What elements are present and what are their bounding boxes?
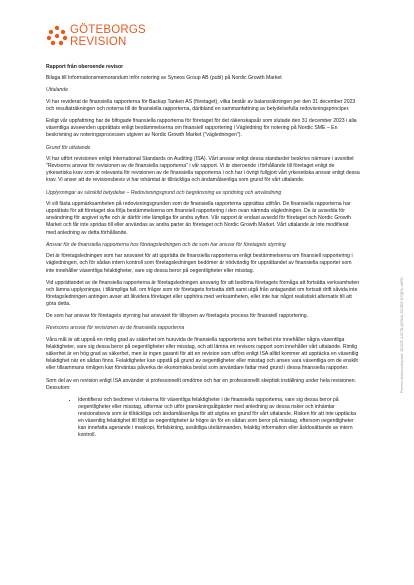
report-intro: Bilaga till Informationsmemorandum inför notering av Syneos Group AB (publ) på Nordic Growth Market	[46, 75, 282, 82]
heading-styrelse: Ansvar för de finansiella rapporterna hos företagsledningen och de som har ansvar för företagets styrning	[46, 241, 286, 248]
logo-line-1: GÖTEBORGS	[70, 24, 146, 36]
heading-upplysning: Upplysningar av särskild betydelse – Redovisningsgrund och begränsning av spridning och användning	[46, 189, 282, 196]
paragraph-4: Vi vill fästa uppmärksamheten på redovisningsgrunden som de finansiella rapporterna upprättas utifrån. De finansiella rapporterna har upprättats för att företaget ska följa bestämmelserna om finansiell rapportering i den ovan nämnda vägledningen. De är avsedda för användning för angivet syfte och är därför inte lämpliga för andra syften. Vår rapport är endast avsedd för företaget och Nordic Growth Market och får inte spridas till eller användas av andra parter än företaget och Nordic Growth Market. Vårt uttalande är inte modifierat med anledning av detta förhållande.	[46, 201, 351, 236]
bullet-list	[46, 397, 360, 440]
logo-wordmark	[70, 24, 146, 48]
goteborgs-revision-logo	[46, 22, 156, 52]
report-title: Rapport från oberoende revisor	[46, 64, 124, 70]
logo-line-2: REVISION	[70, 36, 127, 48]
heading-grund: Grund för uttalande	[46, 144, 91, 151]
side-note-text: Penneo dokumentnyckel: 3EZOF-1JG7B-Q0SKA-SCGBF-E7QFA-JAPEI	[400, 277, 404, 393]
paragraph-5: Det är företagsledningen som har ansvaret för att upprätta de finansiella rapporterna enligt bestämmelserna om finansiell rapportering i vägledningen, och för sådan intern kontroll som företagsledningen bedömer är nödvändig för upprättandet av finansiella rapporter som inte innehåller väsentliga felaktigheter, vare sig dessa beror på oegentligheter eller misstag.	[46, 253, 353, 274]
paragraph-8: Våra mål är att uppnå en rimlig grad av säkerhet om huruvida de finansiella rapporterna som helhet inte innehåller några väsentliga felaktigheter, vare sig dessa beror på oegentligheter eller misstag, och att lämna en revisors rapport som innehåller vårt uttalande. Rimlig säkerhet är en hög grad av säkerhet, men är ingen garanti för att en revision som utförs enligt ISA alltid kommer att upptäcka en väsentlig felaktighet när en sådan finns. Felaktigheter kan uppstå på grund av oegentligheter eller misstag och anses vara väsentliga om de enskilt eller tillsammans rimligen kan förväntas påverka de ekonomiska beslut som användare fattar med grund i dessa finansiella rapporter.	[46, 336, 359, 372]
dots-logo-icon	[46, 25, 68, 47]
paragraph-7: De som har ansvar för företagets styrning har ansvaret för tillsynen av företagets process för finansiell rapportering.	[46, 313, 309, 320]
penneo-side-note	[398, 155, 408, 395]
paragraph-2: Enligt vår uppfattning har de bifogade finansiella rapporterna för företaget för det räkenskapsår som slutade den 31 december 2023 i alla väsentliga avseenden upprättats enligt bestämmelserna om finansiell rapportering i Vägledning för notering på Nordic SME – En beskrivning av noteringsprocessen utgiven av Nordic Growth Market ("vägledningen").	[46, 118, 357, 139]
paragraph-1: Vi har reviderat de finansiella rapporterna för Backup Tanken AS (företaget), vilka består av balansräkningen per den 31 december 2023 och resultaträkningen och noterna till de finansiella rapporterna, däribland en sammanfattning av betydelsefulla redovisningsprinciper.	[46, 98, 356, 112]
report-body	[46, 64, 360, 439]
paragraph-3: Vi har utfört revisionen enligt International Standards on Auditing (ISA). Vårt ansvar enligt dessa standarder beskrivs närmare i avsnittet "Revisorns ansvar för revisionen av de finansiella rapporterna" i vår rapport. Vi är oberoende i förhållande till företaget enligt de yrkesetiska krav som är relevanta för revisionen av de finansiella rapporterna i och har i övrigt fullgjort vårt yrkesetiska ansvar enligt dessa krav. Vi anser att de revisionsbevis vi har inhämtat är tillräckliga och ändamålsenliga som grund för vårt uttalande.	[46, 156, 360, 184]
list-item: • Identifierar och bedömer vi riskerna för väsentliga felaktigheter i de finansiella rapporterna, vare sig dessa beror på oegentligheter eller misstag, utformar och utför granskningsåtgärder med anledning av dessa risker och inhämtar revisionsbevis som är tillräckliga och ändamålsenliga för att utgöra en grund för vårt uttalande. Risken för att inte upptäcka en väsentlig felaktighet till följd av oegentligheter är högre än för en sådan som beror på misstag, eftersom oegentligheter kan innefatta agerande i maskopi, förfalskning, avsiktliga utelämnanden, felaktig information eller åsidosättande av intern kontroll.	[78, 397, 360, 440]
paragraph-6: Vid upprättandet av de finansiella rapporterna är företagsledningen ansvarig för att bedöma företagets förmåga att fortsätta verksamheten och lämna upplysningar, i tillämpliga fall, om frågor som rör företagets fortsatta drift samt utgå från antagandet om fortsatt drift såvida inte företagsledningen antingen avser att likvidera företaget eller upphöra med verksamheten, eller inte har något realistiskt alternativ till att göra detta.	[46, 279, 360, 307]
paragraph-9: Som del av en revision enligt ISA använder vi professionellt omdöme och har en professionellt skeptisk inställning under hela revisionen. Dessutom:	[46, 377, 357, 391]
heading-revisor: Revisorns ansvar för revisionen av de finansiella rapporterna	[46, 325, 185, 332]
heading-uttalande: Uttalande	[46, 87, 69, 94]
